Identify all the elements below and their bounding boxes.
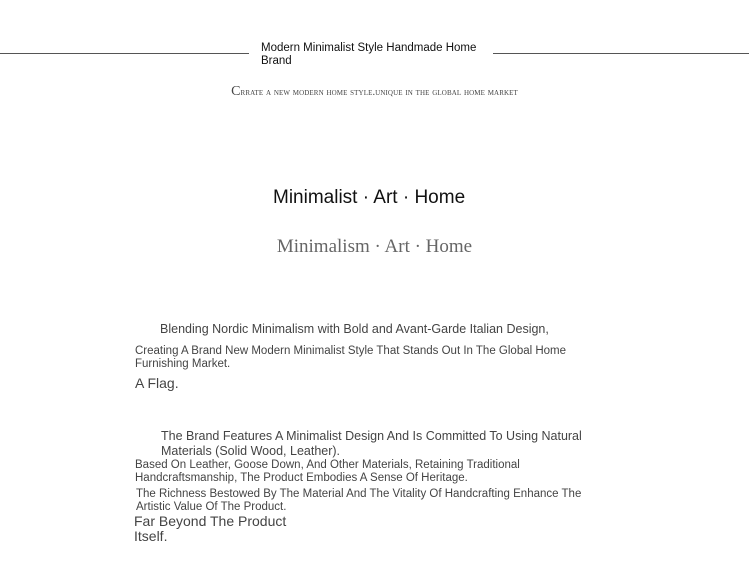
intro-line-1: Blending Nordic Minimalism with Bold and Avant-Garde Italian Design, bbox=[160, 322, 549, 336]
details-line-3: The Richness Bestowed By The Material And The Vitality Of Handcrafting Enhance The Artistic Value Of The Product. bbox=[136, 488, 582, 513]
brand-tagline bbox=[0, 84, 749, 100]
header-divider-right bbox=[493, 53, 749, 54]
tagline-text: rrate a new modern home style.unique in the global home market bbox=[240, 87, 518, 98]
intro-line-3: A Flag. bbox=[135, 375, 179, 391]
hero-subtitle: Minimalism · Art · Home bbox=[276, 236, 473, 257]
brand-title: Modern Minimalist Style Handmade Home Brand bbox=[261, 42, 477, 67]
header-divider-left bbox=[0, 53, 249, 54]
tagline-initial: C bbox=[231, 84, 241, 99]
hero-title: Minimalist · Art · Home bbox=[273, 187, 466, 208]
details-line-2: Based On Leather, Goose Down, And Other Materials, Retaining Traditional Handcraftsmanship, The Product Embodies A Sense Of Heritage. bbox=[135, 459, 520, 484]
details-line-4: Far Beyond The Product Itself. bbox=[134, 513, 287, 544]
details-line-1: The Brand Features A Minimalist Design And Is Committed To Using Natural Materials (Solid Wood, Leather). bbox=[161, 429, 582, 458]
intro-line-2: Creating A Brand New Modern Minimalist Style That Stands Out In The Global Home Furnishing Market. bbox=[135, 345, 567, 370]
